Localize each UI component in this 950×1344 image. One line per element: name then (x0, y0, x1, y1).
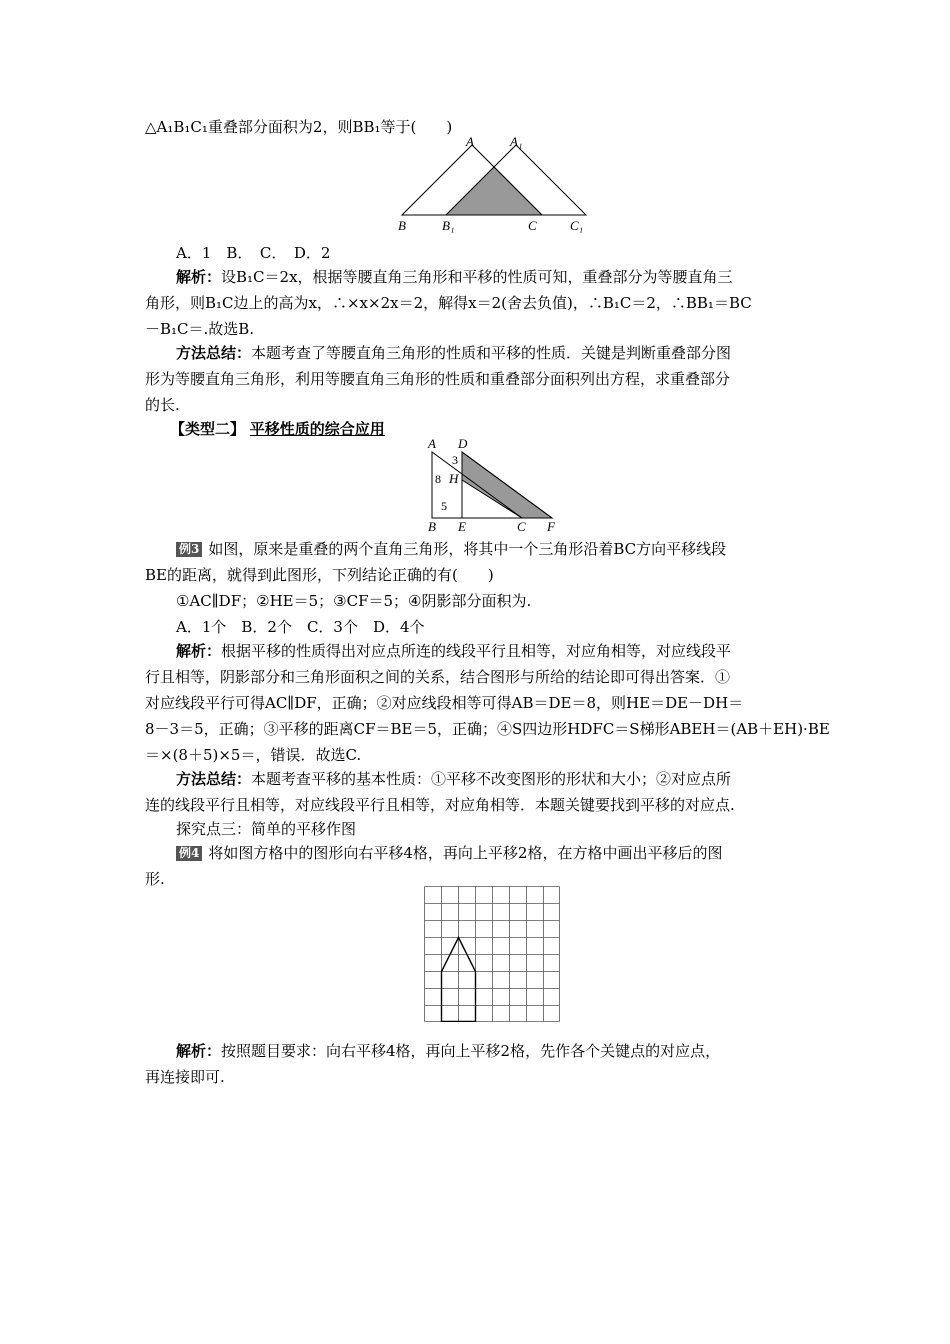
exploration-point-3: 探究点三：简单的平移作图 (176, 820, 357, 838)
analysis-1-line1 (176, 266, 816, 288)
example4-text: 将如图方格中的图形向右平移4格，再向上平移2格，在方格中画出平移后的图 (208, 844, 723, 862)
type2-label: 【类型二】 (170, 420, 246, 438)
label-d: D (458, 436, 468, 451)
method-1-line2: 形为等腰直角三角形，利用等腰直角三角形的性质和重叠部分面积列出方程，求重叠部分 (145, 370, 731, 388)
figure-translated-right-triangles (420, 436, 570, 534)
analysis-3-line3: 对应线段平行可得AC∥DF，正确；②对应线段相等可得AB＝DE＝8，则HE＝DE－DH＝ (145, 694, 744, 712)
method-3-line2: 连的线段平行且相等，对应线段平行且相等，对应角相等．本题关键要找到平移的对应点. (145, 796, 735, 814)
example4-line1 (176, 842, 816, 864)
method-1-line3: 的长. (145, 396, 180, 414)
label-c1: C₁ (570, 218, 584, 233)
label-5: 5 (441, 499, 447, 513)
analysis-3-line2: 行且相等，阴影部分和三角形面积之间的关系，结合图形与所给的结论即可得出答案．① (145, 668, 731, 686)
label-f: F (547, 519, 555, 534)
label-e: E (458, 519, 466, 534)
analysis-3-line4: 8－3＝5，正确；③平移的距离CF＝BE＝5，正确；④S四边形HDFC＝S梯形ABEH＝(AB＋EH)·BE (145, 720, 830, 738)
analysis-label: 解析： (176, 1042, 222, 1060)
type2-title: 平移性质的综合应用 (249, 420, 385, 438)
analysis-4-line1 (176, 1040, 816, 1062)
label-3: 3 (452, 453, 458, 467)
analysis-1-line2: 角形，则B₁C边上的高为x，∴×x×2x＝2，解得x＝2(舍去负值)，∴B₁C＝2，∴BB₁＝BC (145, 294, 752, 312)
analysis-text: 设B₁C＝2x，根据等腰直角三角形和平移的性质可知，重叠部分为等腰直角三 (221, 268, 733, 286)
example4-line2: 形. (145, 870, 165, 888)
label-b1: B₁ (442, 218, 455, 233)
figure-grid-shape (424, 886, 560, 1022)
example3-statements: ①AC∥DF；②HE＝5；③CF＝5；④阴影部分面积为. (176, 592, 532, 610)
label-c: C (528, 218, 537, 233)
example3-line2: BE的距离，就得到此图形，下列结论正确的有( ) (145, 566, 494, 584)
analysis-4-line2: 再连接即可. (145, 1068, 225, 1086)
label-b: B (428, 519, 436, 534)
analysis-3-line1 (176, 640, 816, 662)
label-h: H (449, 471, 459, 486)
label-a: A (466, 134, 474, 149)
overlap-shaded-region (446, 167, 542, 215)
label-c: C (517, 519, 526, 534)
label-8: 8 (435, 472, 441, 486)
analysis-label: 解析： (176, 642, 222, 660)
example3-badge: 例3 (176, 542, 202, 557)
method-label: 方法总结： (176, 344, 252, 362)
question-tail: △A₁B₁C₁重叠部分面积为2，则BB₁等于( ) (145, 118, 453, 136)
analysis-text: 按照题目要求：向右平移4格，再向上平移2格，先作各个关键点的对应点， (221, 1042, 721, 1060)
label-a1: A₁ (510, 134, 523, 149)
method-label: 方法总结： (176, 770, 252, 788)
method-text: 本题考查了等腰直角三角形的性质和平移的性质．关键是判断重叠部分图 (251, 344, 732, 362)
method-1-line1 (176, 342, 816, 364)
options-q2: A．1 B． C． D．2 (176, 244, 331, 262)
figure-translated-triangles (390, 134, 590, 236)
example4-badge: 例4 (176, 846, 202, 861)
label-a: A (428, 436, 436, 451)
example3-options: A．1个 B．2个 C．3个 D．4个 (176, 618, 425, 636)
example3-line1 (176, 538, 816, 560)
analysis-label: 解析： (176, 268, 222, 286)
example3-text: 如图，原来是重叠的两个直角三角形，将其中一个三角形沿着BC方向平移线段 (208, 540, 727, 558)
method-text: 本题考查平移的基本性质：①平移不改变图形的形状和大小；②对应点所 (251, 770, 732, 788)
grid-lines (425, 887, 560, 1022)
label-b: B (398, 218, 406, 233)
analysis-text: 根据平移的性质得出对应点所连的线段平行且相等，对应角相等，对应线段平 (221, 642, 732, 660)
method-3-line1 (176, 768, 816, 790)
analysis-1-line3: －B₁C＝.故选B. (145, 320, 255, 338)
analysis-3-line5: ＝×(8＋5)×5＝，错误．故选C. (145, 746, 362, 764)
